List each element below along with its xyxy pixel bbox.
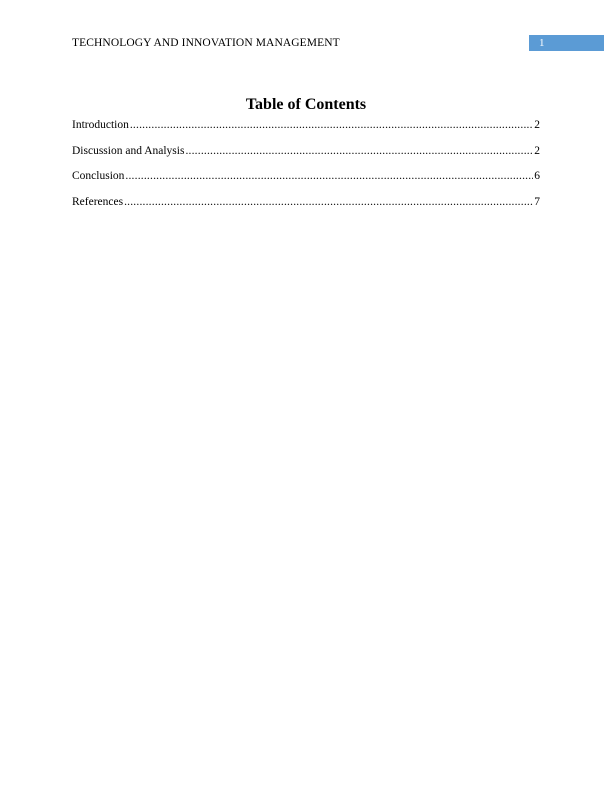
toc-entry-label: Introduction bbox=[72, 119, 129, 131]
toc-entry-introduction[interactable] bbox=[72, 118, 540, 144]
toc-entry-label: Discussion and Analysis bbox=[72, 144, 185, 157]
toc-entry-page: 7 bbox=[534, 195, 540, 208]
toc-entry-page: 2 bbox=[534, 119, 540, 131]
toc-entry-label: Conclusion bbox=[72, 170, 125, 182]
toc-entry-page: 6 bbox=[534, 170, 540, 182]
page-number-badge bbox=[529, 35, 604, 51]
toc-dot-leader bbox=[124, 195, 533, 209]
toc-entry-discussion-and-analysis[interactable] bbox=[72, 144, 540, 170]
toc-dot-leader bbox=[125, 169, 533, 183]
toc-entry-label: References bbox=[72, 195, 124, 208]
toc-entry-references[interactable] bbox=[72, 195, 540, 221]
table-of-contents bbox=[72, 118, 540, 220]
toc-entry-page: 2 bbox=[534, 144, 540, 157]
page-number: 1 bbox=[539, 37, 545, 49]
toc-heading: Table of Contents bbox=[245, 96, 367, 113]
toc-entry-conclusion[interactable] bbox=[72, 169, 540, 195]
toc-dot-leader bbox=[130, 118, 533, 132]
running-header-title: TECHNOLOGY AND INNOVATION MANAGEMENT bbox=[72, 37, 340, 49]
toc-dot-leader bbox=[185, 144, 533, 158]
